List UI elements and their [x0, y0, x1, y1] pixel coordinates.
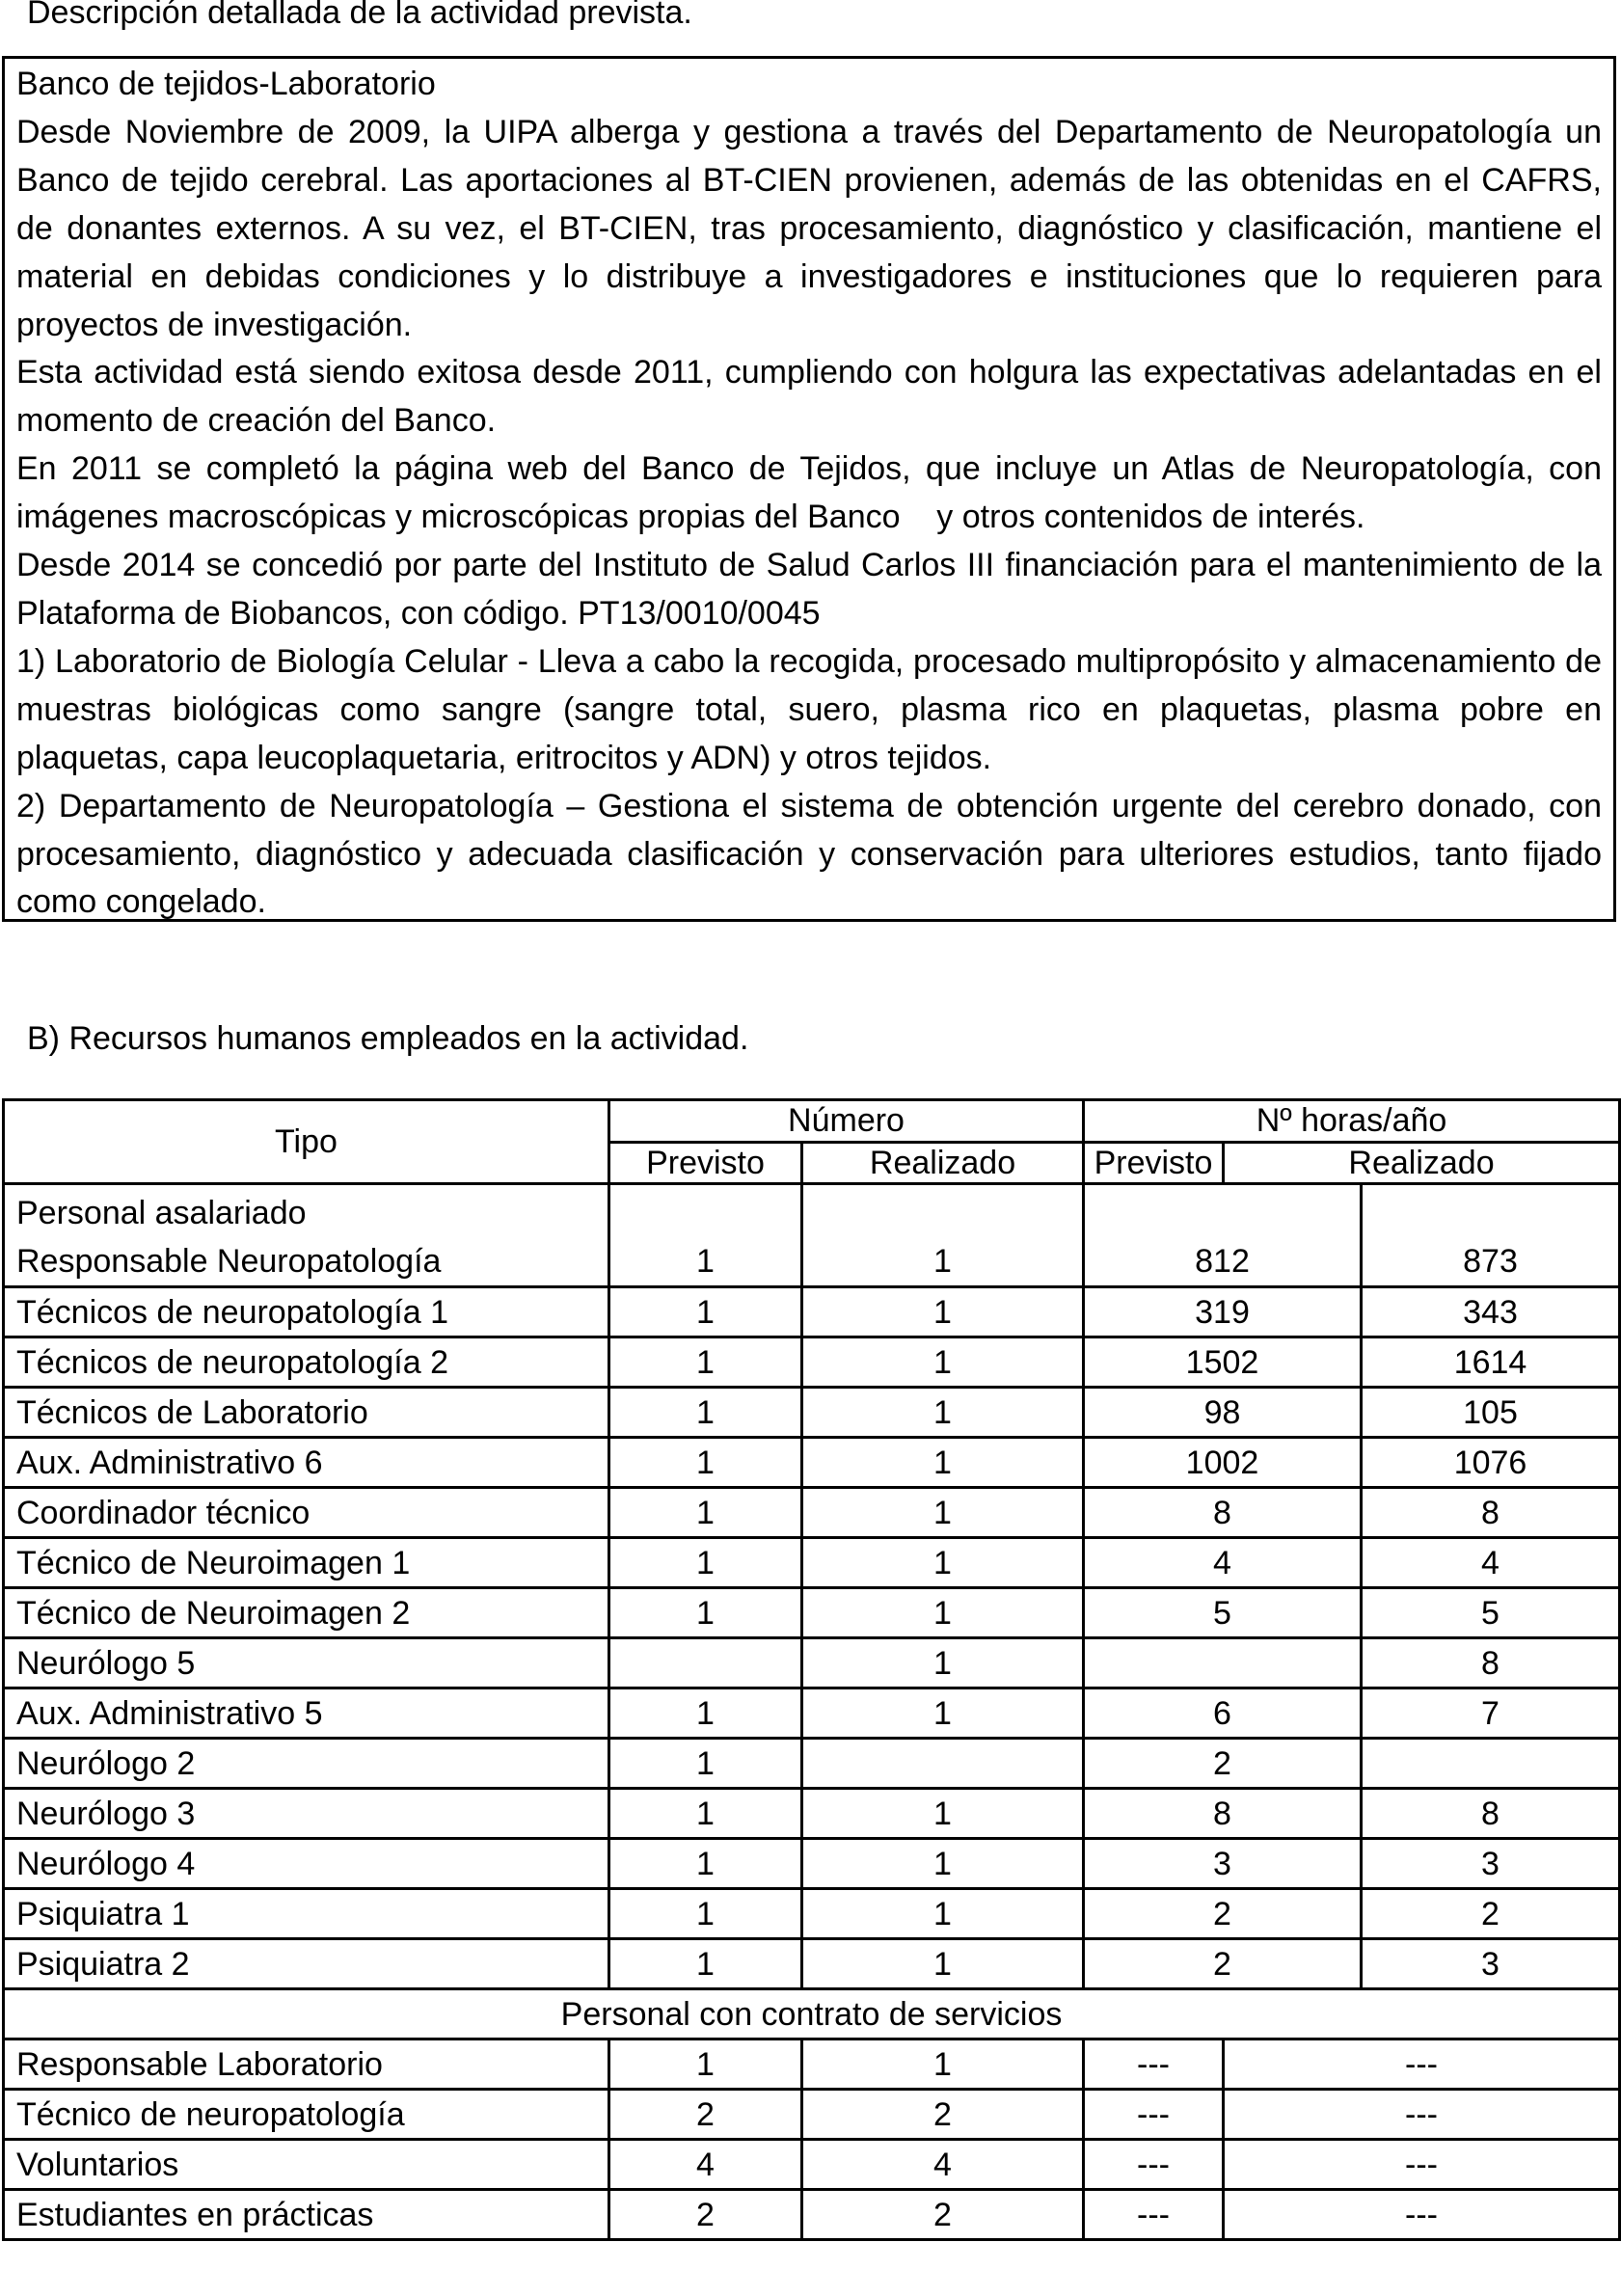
table-row — [4, 1789, 1620, 1839]
row-tipo: Aux. Administrativo 5 — [4, 1688, 609, 1739]
row-num-previsto: 1 — [609, 1588, 802, 1638]
header-numero: Número — [609, 1100, 1084, 1143]
row-num-previsto: 1 — [609, 1538, 802, 1588]
row-horas-realizado: 873 — [1362, 1184, 1620, 1287]
row-num-realizado: 1 — [802, 2039, 1084, 2090]
header-horas-realizado: Realizado — [1224, 1142, 1620, 1184]
row-horas-realizado: 3 — [1362, 1939, 1620, 1989]
row-num-previsto: 2 — [609, 2190, 802, 2240]
table-row — [4, 2190, 1620, 2240]
row-horas-previsto: --- — [1084, 2140, 1224, 2190]
row-horas-realizado: --- — [1224, 2140, 1620, 2190]
row-horas-previsto: 2 — [1084, 1739, 1362, 1789]
row-horas-previsto: 3 — [1084, 1839, 1362, 1889]
row-horas-realizado: 7 — [1362, 1688, 1620, 1739]
table-row — [4, 2090, 1620, 2140]
table-row — [4, 1287, 1620, 1337]
description-paragraph: Desde 2014 se concedió por parte del Instituto de Salud Carlos III financiación para el mantenimiento de la Plataforma de Biobancos, con código. PT13/0010/0045 — [16, 547, 1602, 632]
table-row — [4, 1839, 1620, 1889]
row-horas-previsto: --- — [1084, 2039, 1224, 2090]
services-group-label: Personal con contrato de servicios — [4, 1989, 1620, 2039]
row-horas-realizado: 105 — [1362, 1388, 1620, 1438]
row-num-realizado: 1 — [802, 1438, 1084, 1488]
row-num-realizado: 1 — [802, 1287, 1084, 1337]
description-paragraph: Desde Noviembre de 2009, la UIPA alberga y gestiona a través del Departamento de Neuropatología un Banco de tejido cerebral. Las aportaciones al BT-CIEN provienen, además de las obtenidas en el CAFRS, de donantes externos. A su vez, el BT-CIEN, tras procesamiento, diagnóstico y clasificación, mantiene el material en debidas condiciones y lo distribuye a investigadores e instituciones que lo requieren para proyectos de investigación. — [16, 113, 1602, 343]
header-horas: Nº horas/año — [1084, 1100, 1620, 1143]
section-b-heading: B) Recursos humanos empleados en la actividad. — [27, 1020, 749, 1057]
header-tipo: Tipo — [4, 1100, 609, 1184]
row-horas-realizado: 8 — [1362, 1488, 1620, 1538]
row-num-realizado: 1 — [802, 1839, 1084, 1889]
row-horas-realizado: 5 — [1362, 1588, 1620, 1638]
row-num-realizado: 1 — [802, 1688, 1084, 1739]
row-num-previsto: 1 — [609, 1488, 802, 1538]
row-horas-previsto: 319 — [1084, 1287, 1362, 1337]
row-num-realizado: 1 — [802, 1488, 1084, 1538]
row-horas-previsto: 812 — [1084, 1184, 1362, 1287]
table-row — [4, 1438, 1620, 1488]
row-horas-previsto — [1084, 1638, 1362, 1688]
row-horas-realizado: 8 — [1362, 1638, 1620, 1688]
row-tipo: Psiquiatra 2 — [4, 1939, 609, 1989]
row-horas-previsto: 5 — [1084, 1588, 1362, 1638]
row-tipo: Técnicos de neuropatología 1 — [4, 1287, 609, 1337]
row-tipo: Técnico de neuropatología — [4, 2090, 609, 2140]
row-num-realizado: 2 — [802, 2190, 1084, 2240]
row-horas-previsto: 98 — [1084, 1388, 1362, 1438]
description-title: Banco de tejidos-Laboratorio — [16, 66, 436, 102]
row-num-realizado: 2 — [802, 2090, 1084, 2140]
row-horas-realizado: 2 — [1362, 1889, 1620, 1939]
row-num-previsto: 1 — [609, 1287, 802, 1337]
row-horas-previsto: 1002 — [1084, 1438, 1362, 1488]
row-num-previsto: 4 — [609, 2140, 802, 2190]
row-tipo: Responsable Laboratorio — [4, 2039, 609, 2090]
table-row — [4, 2039, 1620, 2090]
description-paragraph: Esta actividad está siendo exitosa desde 2011, cumpliendo con holgura las expectativas adelantadas en el momento de creación del Banco. — [16, 354, 1602, 440]
row-tipo-label: Responsable Neuropatología — [16, 1243, 442, 1280]
header-numero-previsto: Previsto — [609, 1142, 802, 1184]
row-num-realizado: 1 — [802, 1388, 1084, 1438]
header-numero-realizado: Realizado — [802, 1142, 1084, 1184]
row-tipo: Estudiantes en prácticas — [4, 2190, 609, 2240]
table-row — [4, 1939, 1620, 1989]
row-num-previsto: 1 — [609, 1438, 802, 1488]
row-num-previsto: 1 — [609, 1688, 802, 1739]
description-paragraph: 2) Departamento de Neuropatología – Gestiona el sistema de obtención urgente del cerebro donado, con procesamiento, diagnóstico y adecuada clasificación y conservación para ulteriores estudios, tanto fijado como congelado. — [16, 787, 1602, 921]
row-horas-realizado: 343 — [1362, 1287, 1620, 1337]
activity-description-box — [2, 56, 1616, 922]
row-horas-previsto: 4 — [1084, 1538, 1362, 1588]
row-num-previsto: 1 — [609, 1889, 802, 1939]
row-horas-realizado: 8 — [1362, 1789, 1620, 1839]
row-tipo: Neurólogo 2 — [4, 1739, 609, 1789]
table-row — [4, 1388, 1620, 1438]
row-horas-previsto: --- — [1084, 2090, 1224, 2140]
row-horas-realizado: 1076 — [1362, 1438, 1620, 1488]
table-row — [4, 2140, 1620, 2190]
row-tipo: Coordinador técnico — [4, 1488, 609, 1538]
row-num-realizado: 1 — [802, 1638, 1084, 1688]
table-row — [4, 1889, 1620, 1939]
human-resources-table — [2, 1098, 1621, 2241]
table-row — [4, 1638, 1620, 1688]
row-horas-realizado: 4 — [1362, 1538, 1620, 1588]
table-row — [4, 1538, 1620, 1588]
row-horas-previsto: 2 — [1084, 1889, 1362, 1939]
table-section-row — [4, 1989, 1620, 2039]
row-horas-previsto: 6 — [1084, 1688, 1362, 1739]
row-num-previsto: 1 — [609, 1939, 802, 1989]
row-tipo: Neurólogo 4 — [4, 1839, 609, 1889]
row-num-realizado: 4 — [802, 2140, 1084, 2190]
row-tipo: Técnico de Neuroimagen 2 — [4, 1588, 609, 1638]
row-tipo: Psiquiatra 1 — [4, 1889, 609, 1939]
row-horas-previsto: 2 — [1084, 1939, 1362, 1989]
row-num-previsto: 1 — [609, 1789, 802, 1839]
row-num-previsto: 1 — [609, 1839, 802, 1889]
row-num-realizado: 1 — [802, 1588, 1084, 1638]
row-horas-previsto: 8 — [1084, 1488, 1362, 1538]
row-horas-previsto: 1502 — [1084, 1337, 1362, 1388]
row-horas-realizado: --- — [1224, 2190, 1620, 2240]
salaried-group-label: Personal asalariado — [16, 1195, 307, 1231]
row-horas-realizado: --- — [1224, 2039, 1620, 2090]
description-paragraph: En 2011 se completó la página web del Banco de Tejidos, que incluye un Atlas de Neuropatología, con imágenes macroscópicas y microscópicas propias del Banco y otros contenidos de interés. — [16, 450, 1611, 536]
table-row — [4, 1337, 1620, 1388]
row-num-realizado: 1 — [802, 1184, 1084, 1287]
row-horas-realizado — [1362, 1739, 1620, 1789]
row-num-previsto: 1 — [609, 1184, 802, 1287]
row-tipo: Voluntarios — [4, 2140, 609, 2190]
row-num-previsto: 1 — [609, 1337, 802, 1388]
row-horas-realizado: 3 — [1362, 1839, 1620, 1889]
row-num-realizado: 1 — [802, 1337, 1084, 1388]
row-num-realizado: 1 — [802, 1538, 1084, 1588]
row-tipo: Neurólogo 3 — [4, 1789, 609, 1839]
row-num-previsto: 1 — [609, 2039, 802, 2090]
row-num-previsto: 1 — [609, 1388, 802, 1438]
table-row — [4, 1588, 1620, 1638]
row-num-realizado: 1 — [802, 1789, 1084, 1839]
row-horas-previsto: --- — [1084, 2190, 1224, 2240]
row-tipo: Aux. Administrativo 6 — [4, 1438, 609, 1488]
row-tipo: Técnicos de Laboratorio — [4, 1388, 609, 1438]
header-horas-previsto: Previsto — [1084, 1142, 1224, 1184]
row-num-previsto: 1 — [609, 1739, 802, 1789]
row-num-previsto — [609, 1638, 802, 1688]
row-num-realizado: 1 — [802, 1889, 1084, 1939]
row-num-previsto: 2 — [609, 2090, 802, 2140]
description-paragraph: 1) Laboratorio de Biología Celular - Lleva a cabo la recogida, procesado multipropósito y almacenamiento de muestras biológicas como sangre (sangre total, suero, plasma rico en plaquetas, plasma pobre en plaquetas, capa leucoplaquetaria, eritrocitos y ADN) y otros tejidos. — [16, 642, 1602, 776]
row-tipo — [4, 1184, 609, 1287]
row-horas-previsto: 8 — [1084, 1789, 1362, 1839]
row-horas-realizado: 1614 — [1362, 1337, 1620, 1388]
row-tipo: Técnicos de neuropatología 2 — [4, 1337, 609, 1388]
row-horas-realizado: --- — [1224, 2090, 1620, 2140]
table-row — [4, 1688, 1620, 1739]
table-row — [4, 1184, 1620, 1287]
table-row — [4, 1739, 1620, 1789]
section-a-heading: Descripción detallada de la actividad prevista. — [27, 0, 692, 31]
row-tipo: Neurólogo 5 — [4, 1638, 609, 1688]
row-num-realizado: 1 — [802, 1939, 1084, 1989]
row-tipo: Técnico de Neuroimagen 1 — [4, 1538, 609, 1588]
table-row — [4, 1488, 1620, 1538]
row-num-realizado — [802, 1739, 1084, 1789]
